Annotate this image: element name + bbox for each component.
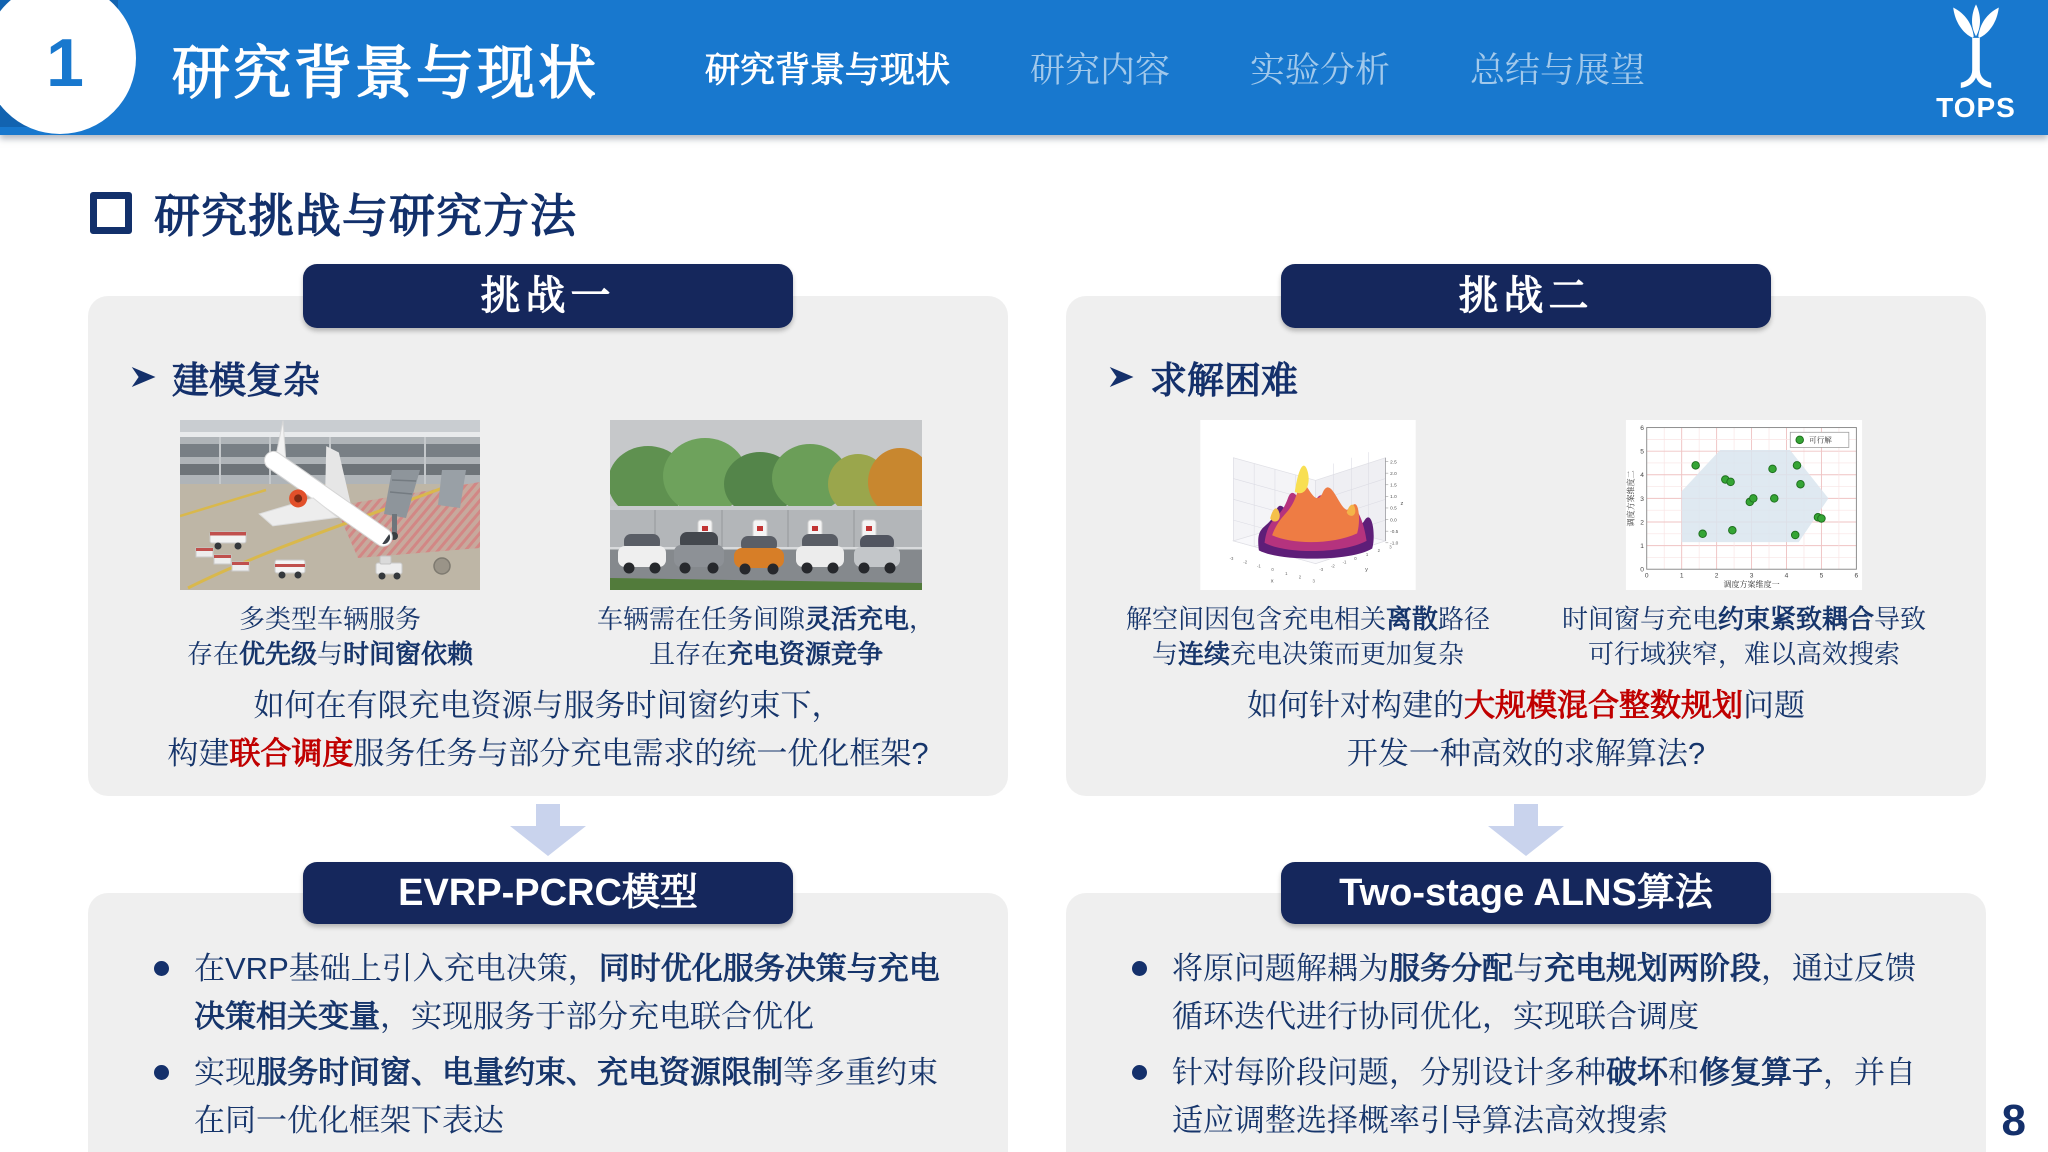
section-number-badge xyxy=(0,0,136,134)
svg-text:1.0: 1.0 xyxy=(1390,495,1397,501)
svg-text:2: 2 xyxy=(1640,519,1644,527)
bullet-list xyxy=(1124,945,1928,1145)
arrow-bullet-icon xyxy=(1106,362,1136,392)
legend-label: 可行解 xyxy=(1809,435,1832,445)
surface-x-label: x xyxy=(1270,578,1274,585)
svg-text:2.0: 2.0 xyxy=(1390,471,1397,477)
header-bar xyxy=(0,0,2048,135)
svg-text:5: 5 xyxy=(1819,572,1824,580)
svg-text:3: 3 xyxy=(1749,572,1754,580)
figure-row xyxy=(1090,420,1962,672)
nav-tab-summary[interactable]: 总结与展望 xyxy=(1470,50,1646,90)
svg-text:3: 3 xyxy=(1312,578,1315,584)
airport-apron-photo xyxy=(180,420,480,590)
content-columns xyxy=(88,264,1986,1152)
solution-space-surface-chart xyxy=(1194,420,1422,590)
arrow-bullet-icon xyxy=(128,362,158,392)
challenge-1-question: 如何在有限充电资源与服务时间窗约束下， 构建联合调度服务任务与部分充电需求的统一优化框架? xyxy=(167,688,929,772)
svg-text:0: 0 xyxy=(1644,572,1649,580)
nav-tab-content[interactable]: 研究内容 xyxy=(1030,50,1171,90)
challenge-1-pill: 挑战一 xyxy=(303,264,793,328)
down-arrow-icon xyxy=(510,804,586,856)
section-heading-text: 研究挑战与研究方法 xyxy=(154,190,577,242)
figure-caption: 车辆需在任务间隙灵活充电， 且存在充电资源竞争 xyxy=(596,604,936,670)
challenge-2-column xyxy=(1066,264,1986,1152)
challenge-2-pill: 挑战二 xyxy=(1281,264,1771,328)
svg-text:0.0: 0.0 xyxy=(1390,518,1397,524)
nav-tab-experiment[interactable]: 实验分析 xyxy=(1250,50,1391,90)
tops-logo-text: TOPS xyxy=(1936,92,2016,123)
svg-text:2: 2 xyxy=(1298,574,1302,580)
challenge-2-question: 如何针对构建的大规模混合整数规划问题 开发一种高效的求解算法? xyxy=(1247,688,1805,772)
bullet-item: 在VRP基础上引入充电决策，同时优化服务决策与充电决策相关变量，实现服务于部分充电联合优化 xyxy=(146,945,950,1041)
svg-text:1: 1 xyxy=(1679,572,1684,580)
svg-text:-2: -2 xyxy=(1330,563,1335,569)
top-nav xyxy=(705,0,1645,135)
figure-caption: 时间窗与充电约束紧致耦合导致 可行域狭窄，难以高效搜索 xyxy=(1561,604,1927,670)
evrp-pcrc-panel xyxy=(88,893,1008,1152)
svg-text:4: 4 xyxy=(1784,572,1789,580)
figure-caption: 解空间因包含充电相关离散路径 与连续充电决策而更加复杂 xyxy=(1125,604,1491,670)
challenge-1-column xyxy=(88,264,1008,1152)
svg-text:1: 1 xyxy=(1640,542,1644,550)
figure-row xyxy=(112,420,984,672)
scatter-y-label: 调度方案维度二 xyxy=(1626,470,1636,527)
tops-logo-icon xyxy=(1938,4,2014,96)
slide-title: 研究背景与现状 xyxy=(172,40,600,106)
square-bullet-icon xyxy=(90,192,132,234)
svg-text:-1: -1 xyxy=(1256,563,1261,569)
solving-challenge-panel xyxy=(1066,296,1986,796)
section-heading xyxy=(90,180,577,246)
nav-tab-background[interactable]: 研究背景与现状 xyxy=(705,50,951,90)
bullet-item: 针对每阶段问题，分别设计多种破坏和修复算子，并自适应调整选择概率引导算法高效搜索 xyxy=(1124,1049,1928,1145)
svg-text:1: 1 xyxy=(1285,570,1288,576)
modeling-challenge-panel xyxy=(88,296,1008,796)
figure-airport xyxy=(112,420,548,672)
evrp-pcrc-pill: EVRP-PCRC模型 xyxy=(303,862,793,924)
section-number: 1 xyxy=(46,25,84,101)
svg-text:4: 4 xyxy=(1640,472,1644,480)
svg-text:0: 0 xyxy=(1640,566,1644,574)
svg-text:-3: -3 xyxy=(1229,555,1234,561)
svg-text:0.5: 0.5 xyxy=(1390,506,1397,512)
figure-scatter xyxy=(1526,420,1962,672)
figure-caption: 多类型车辆服务 存在优先级与时间窗依赖 xyxy=(186,604,474,670)
ev-charging-photo xyxy=(610,420,922,590)
svg-text:-1.0: -1.0 xyxy=(1390,541,1399,547)
svg-text:1.5: 1.5 xyxy=(1390,483,1397,489)
svg-text:2: 2 xyxy=(1377,548,1380,554)
bullet-item: 将原问题解耦为服务分配与充电规划两阶段，通过反馈循环迭代进行协同优化，实现联合调度 xyxy=(1124,945,1928,1041)
figure-surface xyxy=(1090,420,1526,672)
svg-text:-2: -2 xyxy=(1243,559,1248,565)
svg-text:2.5: 2.5 xyxy=(1390,460,1397,466)
svg-text:0: 0 xyxy=(1354,555,1357,561)
two-stage-alns-panel xyxy=(1066,893,1986,1152)
page-number: 8 xyxy=(2001,1096,2026,1145)
svg-text:2: 2 xyxy=(1714,572,1719,580)
point-heading-modeling: 建模复杂 xyxy=(128,350,984,404)
svg-text:-1: -1 xyxy=(1342,559,1347,565)
svg-text:3: 3 xyxy=(1640,495,1644,503)
svg-text:1: 1 xyxy=(1365,552,1369,557)
feasible-region-scatter-chart xyxy=(1619,420,1869,590)
figure-charging xyxy=(548,420,984,672)
bullet-list xyxy=(146,945,950,1145)
surface-y-label: y xyxy=(1365,567,1368,574)
legend-marker xyxy=(1796,436,1804,444)
down-arrow-icon xyxy=(1488,804,1564,856)
svg-text:0: 0 xyxy=(1271,567,1274,573)
svg-text:3: 3 xyxy=(1389,544,1392,550)
svg-text:5: 5 xyxy=(1640,448,1644,456)
tops-logo xyxy=(1912,4,2040,124)
svg-text:6: 6 xyxy=(1640,424,1644,432)
surface-z-label: z xyxy=(1400,501,1404,507)
point-heading-solving: 求解困难 xyxy=(1106,350,1962,404)
svg-text:-0.5: -0.5 xyxy=(1390,529,1399,535)
two-stage-alns-pill: Two-stage ALNS算法 xyxy=(1281,862,1771,924)
svg-text:-3: -3 xyxy=(1319,567,1324,573)
svg-text:6: 6 xyxy=(1854,572,1859,580)
bullet-item: 实现服务时间窗、电量约束、充电资源限制等多重约束在同一优化框架下表达 xyxy=(146,1049,950,1145)
scatter-x-label: 调度方案维度一 xyxy=(1723,580,1780,590)
